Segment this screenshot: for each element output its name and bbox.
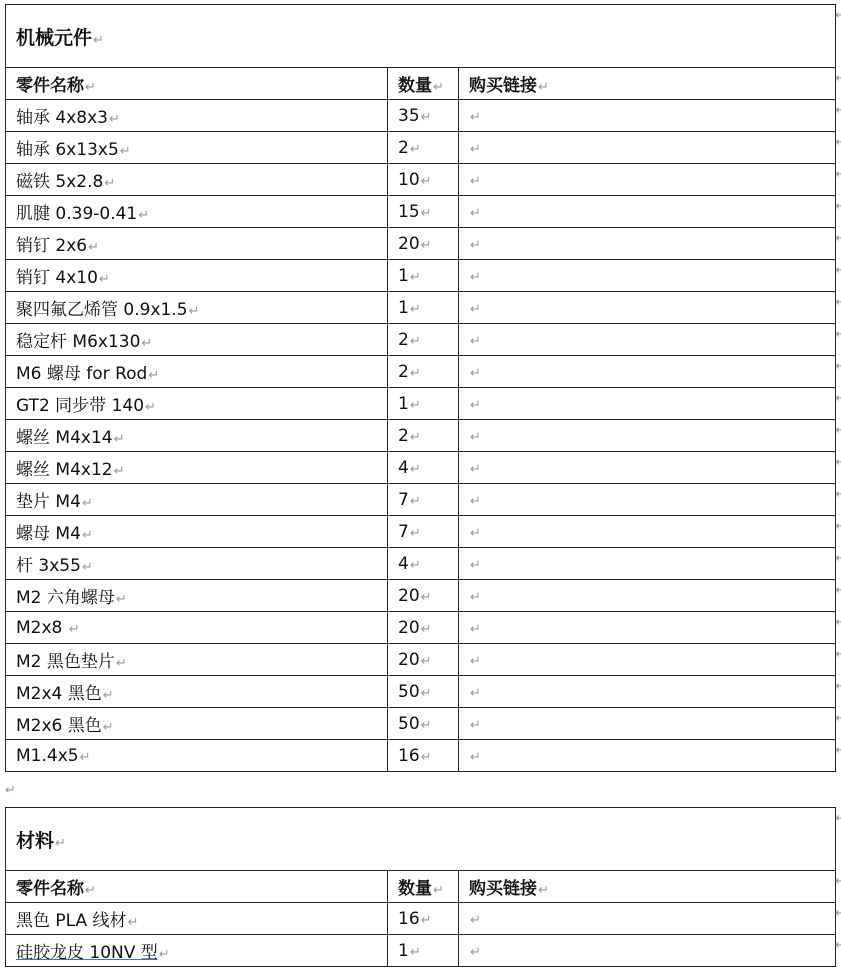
paragraph-mark-icon — [470, 494, 481, 509]
paragraph-mark-icon — [470, 174, 481, 189]
paragraph-mark-icon — [410, 142, 421, 157]
cell-name-text: 聚四氟乙烯管 0.9x1.5 — [16, 300, 188, 320]
paragraph-mark-icon — [138, 208, 149, 223]
cell-link[interactable] — [459, 644, 836, 676]
paragraph-mark-icon — [82, 528, 93, 543]
table-row — [6, 516, 836, 548]
row-end-mark-icon — [835, 135, 841, 150]
cell-name — [6, 388, 388, 420]
cell-name-text: 磁铁 5x2.8 — [16, 172, 104, 192]
cell-qty — [388, 260, 459, 292]
table-row — [6, 356, 836, 388]
table-title-text: 材料 — [16, 829, 55, 852]
cell-name — [6, 260, 388, 292]
paragraph-mark-icon — [421, 174, 432, 189]
cell-name-text: 螺丝 M4x12 — [16, 460, 113, 480]
table-mechanical-parts — [5, 4, 836, 772]
cell-qty-text: 20 — [398, 649, 420, 670]
paragraph-mark-icon — [410, 302, 421, 317]
cell-name-text: 杆 3x55 — [16, 556, 81, 576]
paragraph-mark-icon — [421, 206, 432, 221]
paragraph-mark-icon — [114, 432, 125, 447]
cell-name-text: 轴承 4x8x3 — [16, 108, 108, 128]
row-end-mark-icon — [835, 295, 841, 310]
column-header — [459, 68, 836, 100]
row-end-mark-icon — [835, 327, 841, 342]
cell-qty — [388, 612, 459, 644]
paragraph-mark-icon — [104, 176, 115, 191]
paragraph-mark-icon — [128, 915, 139, 930]
paragraph-mark-icon — [82, 496, 93, 511]
paragraph-mark-icon — [410, 558, 421, 573]
cell-name — [6, 708, 388, 740]
cell-qty — [388, 132, 459, 164]
cell-name-text: M2 黑色垫片 — [16, 652, 115, 672]
cell-qty-text: 4 — [398, 553, 409, 574]
cell-qty — [388, 324, 459, 356]
cell-name — [6, 196, 388, 228]
table-row — [6, 484, 836, 516]
cell-qty — [388, 356, 459, 388]
cell-link[interactable] — [459, 196, 836, 228]
row-end-mark-icon — [835, 231, 841, 246]
cell-name-text: 肌腱 0.39-0.41 — [16, 204, 138, 224]
row-end-mark-icon — [835, 167, 841, 182]
cell-qty — [388, 740, 459, 772]
cell-qty — [388, 935, 459, 967]
table-title-row — [6, 5, 836, 68]
paragraph-mark-icon — [421, 913, 432, 928]
paragraph-mark-icon — [88, 240, 99, 255]
cell-qty-text: 2 — [398, 425, 409, 446]
paragraph-mark-icon — [470, 206, 481, 221]
paragraph-mark-icon — [470, 913, 481, 928]
paragraph-mark-icon — [470, 142, 481, 157]
cell-name-text: 垫片 M4 — [16, 492, 81, 512]
cell-link[interactable] — [459, 580, 836, 612]
cell-link[interactable] — [459, 708, 836, 740]
cell-name — [6, 676, 388, 708]
cell-qty — [388, 516, 459, 548]
cell-qty — [388, 676, 459, 708]
paragraph-mark-icon — [410, 334, 421, 349]
paragraph-mark-icon — [5, 783, 16, 798]
cell-qty-text: 1 — [398, 393, 409, 414]
cell-qty — [388, 420, 459, 452]
column-header-text: 零件名称 — [16, 879, 84, 899]
paragraph-mark-icon — [433, 883, 444, 898]
cell-qty-text: 16 — [398, 745, 420, 766]
column-header — [6, 871, 388, 903]
cell-link[interactable] — [459, 484, 836, 516]
cell-qty — [388, 644, 459, 676]
row-end-mark-icon — [835, 811, 841, 826]
cell-link[interactable] — [459, 516, 836, 548]
cell-qty — [388, 548, 459, 580]
row-end-mark-icon — [835, 199, 841, 214]
row-end-mark-icon — [835, 874, 841, 889]
table-row — [6, 100, 836, 132]
table-row — [6, 292, 836, 324]
paragraph-mark-icon — [538, 883, 549, 898]
paragraph-mark-icon — [109, 112, 120, 127]
table-title — [6, 808, 836, 871]
paragraph-mark-icon — [410, 430, 421, 445]
table-row — [6, 324, 836, 356]
cell-qty-text: 20 — [398, 585, 420, 606]
cell-link[interactable] — [459, 292, 836, 324]
table-row — [6, 935, 836, 967]
paragraph-mark-icon — [69, 622, 80, 637]
cell-qty-text: 16 — [398, 908, 420, 929]
row-end-mark-icon — [835, 615, 841, 630]
paragraph-mark-icon — [470, 654, 481, 669]
cell-qty-text: 7 — [398, 489, 409, 510]
paragraph-mark-icon — [470, 270, 481, 285]
row-end-mark-icon — [835, 103, 841, 118]
paragraph-mark-icon — [421, 622, 432, 637]
table-row — [6, 740, 836, 772]
table-row — [6, 548, 836, 580]
column-header — [388, 871, 459, 903]
cell-link[interactable] — [459, 260, 836, 292]
column-header-text: 数量 — [398, 879, 432, 899]
row-end-mark-icon — [835, 583, 841, 598]
cell-link[interactable] — [459, 740, 836, 772]
table-row — [6, 708, 836, 740]
paragraph-mark-icon — [85, 883, 96, 898]
paragraph-mark-icon — [421, 718, 432, 733]
row-end-mark-icon — [835, 8, 841, 23]
cell-link[interactable] — [459, 420, 836, 452]
table-row — [6, 580, 836, 612]
paragraph-mark-icon — [410, 462, 421, 477]
paragraph-mark-icon — [114, 464, 125, 479]
cell-qty-text: 20 — [398, 617, 420, 638]
cell-name — [6, 324, 388, 356]
cell-name-text: M2x6 黑色 — [16, 716, 102, 736]
row-end-mark-icon — [835, 938, 841, 953]
cell-qty — [388, 228, 459, 260]
paragraph-mark-icon — [103, 688, 114, 703]
row-end-mark-icon — [835, 359, 841, 374]
paragraph-mark-icon — [421, 110, 432, 125]
cell-name — [6, 516, 388, 548]
paragraph-mark-icon — [103, 720, 114, 735]
cell-name-text: GT2 同步带 140 — [16, 396, 145, 416]
row-end-mark-icon — [835, 391, 841, 406]
paragraph-mark-icon — [82, 560, 93, 575]
cell-name — [6, 580, 388, 612]
cell-name-text: 轴承 6x13x5 — [16, 140, 119, 160]
row-end-mark-icon — [835, 455, 841, 470]
table-row — [6, 260, 836, 292]
column-header — [388, 68, 459, 100]
paragraph-mark-icon — [470, 558, 481, 573]
row-end-mark-icon — [835, 71, 841, 86]
paragraph-mark-icon — [470, 462, 481, 477]
cell-qty-text: 50 — [398, 681, 420, 702]
cell-name — [6, 164, 388, 196]
table-row — [6, 612, 836, 644]
cell-name — [6, 740, 388, 772]
cell-qty-text: 2 — [398, 361, 409, 382]
table-row — [6, 196, 836, 228]
table-row — [6, 132, 836, 164]
cell-name — [6, 903, 388, 935]
table-header-row — [6, 68, 836, 100]
cell-qty-text: 7 — [398, 521, 409, 542]
paragraph-mark-icon — [470, 398, 481, 413]
cell-link[interactable] — [459, 676, 836, 708]
paragraph-mark-icon — [145, 400, 156, 415]
cell-qty — [388, 452, 459, 484]
paragraph-mark-icon — [116, 656, 127, 671]
column-header — [459, 871, 836, 903]
cell-qty-text: 20 — [398, 233, 420, 254]
paragraph-mark-icon — [470, 430, 481, 445]
cell-name — [6, 612, 388, 644]
table-title-row — [6, 808, 836, 871]
cell-name-text: M1.4x5 — [16, 745, 79, 766]
row-end-mark-icon — [835, 423, 841, 438]
cell-qty — [388, 580, 459, 612]
cell-qty — [388, 164, 459, 196]
column-header — [6, 68, 388, 100]
paragraph-mark-icon — [470, 334, 481, 349]
cell-qty — [388, 292, 459, 324]
cell-link[interactable] — [459, 903, 836, 935]
cell-name — [6, 484, 388, 516]
cell-name-text: 黑色 PLA 线材 — [16, 911, 127, 931]
cell-qty-text: 1 — [398, 265, 409, 286]
cell-qty — [388, 100, 459, 132]
column-header-text: 购买链接 — [469, 879, 537, 899]
table-title — [6, 5, 836, 68]
cell-qty — [388, 196, 459, 228]
cell-name-text: M2x8 — [16, 617, 68, 638]
paragraph-mark-icon — [470, 526, 481, 541]
cell-name-text: 螺丝 M4x14 — [16, 428, 113, 448]
cell-qty-text: 35 — [398, 105, 420, 126]
paragraph-mark-icon — [470, 750, 481, 765]
paragraph-mark-icon — [141, 336, 152, 351]
cell-link[interactable] — [459, 100, 836, 132]
cell-name-text: 稳定杆 M6x130 — [16, 332, 141, 352]
paragraph-mark-icon — [410, 270, 421, 285]
cell-qty-text: 15 — [398, 201, 420, 222]
cell-link[interactable] — [459, 324, 836, 356]
paragraph-mark-icon — [189, 304, 200, 319]
table-row — [6, 644, 836, 676]
paragraph-mark-icon — [470, 110, 481, 125]
row-end-mark-icon — [835, 711, 841, 726]
table-row — [6, 420, 836, 452]
cell-qty-text: 2 — [398, 329, 409, 350]
cell-name — [6, 356, 388, 388]
cell-name-text: M2x4 黑色 — [16, 684, 102, 704]
cell-link[interactable] — [459, 356, 836, 388]
cell-qty-text: 4 — [398, 457, 409, 478]
cell-name-text: M6 螺母 for Rod — [16, 364, 148, 384]
row-end-mark-icon — [835, 519, 841, 534]
cell-name-text: M2 六角螺母 — [16, 588, 115, 608]
paragraph-mark-icon — [421, 686, 432, 701]
paragraph-mark-icon — [421, 590, 432, 605]
cell-name — [6, 644, 388, 676]
table-row — [6, 388, 836, 420]
paragraph-mark-icon — [470, 622, 481, 637]
paragraph-mark-icon — [120, 144, 131, 159]
cell-link[interactable] — [459, 548, 836, 580]
paragraph-mark-icon — [116, 592, 127, 607]
cell-link[interactable] — [459, 612, 836, 644]
table-row — [6, 452, 836, 484]
cell-qty — [388, 903, 459, 935]
cell-name-text: 销钉 2x6 — [16, 236, 88, 256]
cell-name — [6, 292, 388, 324]
cell-name — [6, 452, 388, 484]
column-header-text: 购买链接 — [469, 76, 537, 96]
paragraph-mark-icon — [470, 302, 481, 317]
paragraph-mark-icon — [470, 238, 481, 253]
cell-name-text: 硅胶龙皮 10NV 型 — [16, 943, 158, 963]
cell-qty — [388, 708, 459, 740]
row-end-mark-icon — [835, 906, 841, 921]
cell-name-text: 螺母 M4 — [16, 524, 81, 544]
paragraph-mark-icon — [410, 366, 421, 381]
paragraph-mark-icon — [410, 945, 421, 960]
paragraph-mark-icon — [470, 366, 481, 381]
table-row — [6, 676, 836, 708]
row-end-mark-icon — [835, 743, 841, 758]
paragraph-mark-icon — [410, 398, 421, 413]
cell-qty-text: 2 — [398, 137, 409, 158]
paragraph-mark-icon — [538, 80, 549, 95]
cell-name — [6, 100, 388, 132]
paragraph-mark-icon — [470, 945, 481, 960]
column-header-text: 数量 — [398, 76, 432, 96]
cell-name — [6, 420, 388, 452]
cell-name — [6, 935, 388, 967]
cell-name — [6, 548, 388, 580]
row-end-mark-icon — [835, 487, 841, 502]
table-title-text: 机械元件 — [16, 26, 93, 49]
cell-name — [6, 132, 388, 164]
cell-qty-text: 1 — [398, 297, 409, 318]
paragraph-mark-icon — [410, 494, 421, 509]
table-row — [6, 164, 836, 196]
column-header-text: 零件名称 — [16, 76, 84, 96]
paragraph-mark-icon — [410, 526, 421, 541]
cell-link[interactable] — [459, 228, 836, 260]
cell-qty-text: 1 — [398, 940, 409, 961]
row-end-mark-icon — [835, 263, 841, 278]
cell-qty-text: 10 — [398, 169, 420, 190]
cell-link[interactable] — [459, 164, 836, 196]
paragraph-mark-icon — [93, 33, 104, 48]
table-header-row — [6, 871, 836, 903]
row-end-mark-icon — [835, 679, 841, 694]
paragraph-mark-icon — [55, 836, 66, 851]
cell-name — [6, 228, 388, 260]
paragraph-mark-icon — [148, 368, 159, 383]
paragraph-mark-icon — [421, 238, 432, 253]
cell-link[interactable] — [459, 935, 836, 967]
paragraph-mark-icon — [85, 80, 96, 95]
paragraph-mark-icon — [159, 947, 170, 962]
cell-qty-text: 50 — [398, 713, 420, 734]
paragraph-mark-icon — [433, 80, 444, 95]
row-end-mark-icon — [835, 647, 841, 662]
paragraph-mark-icon — [421, 654, 432, 669]
cell-qty — [388, 484, 459, 516]
paragraph-mark-icon — [470, 686, 481, 701]
paragraph-mark-icon — [421, 750, 432, 765]
paragraph-mark-icon — [470, 718, 481, 733]
cell-qty — [388, 388, 459, 420]
paragraph-mark-icon — [80, 750, 91, 765]
paragraph-mark-icon — [470, 590, 481, 605]
cell-name-text: 销钉 4x10 — [16, 268, 98, 288]
paragraph-mark-icon — [99, 272, 110, 287]
row-end-mark-icon — [835, 551, 841, 566]
cell-link[interactable] — [459, 132, 836, 164]
cell-link[interactable] — [459, 388, 836, 420]
table-materials — [5, 807, 836, 967]
table-row — [6, 228, 836, 260]
table-row — [6, 903, 836, 935]
cell-link[interactable] — [459, 452, 836, 484]
